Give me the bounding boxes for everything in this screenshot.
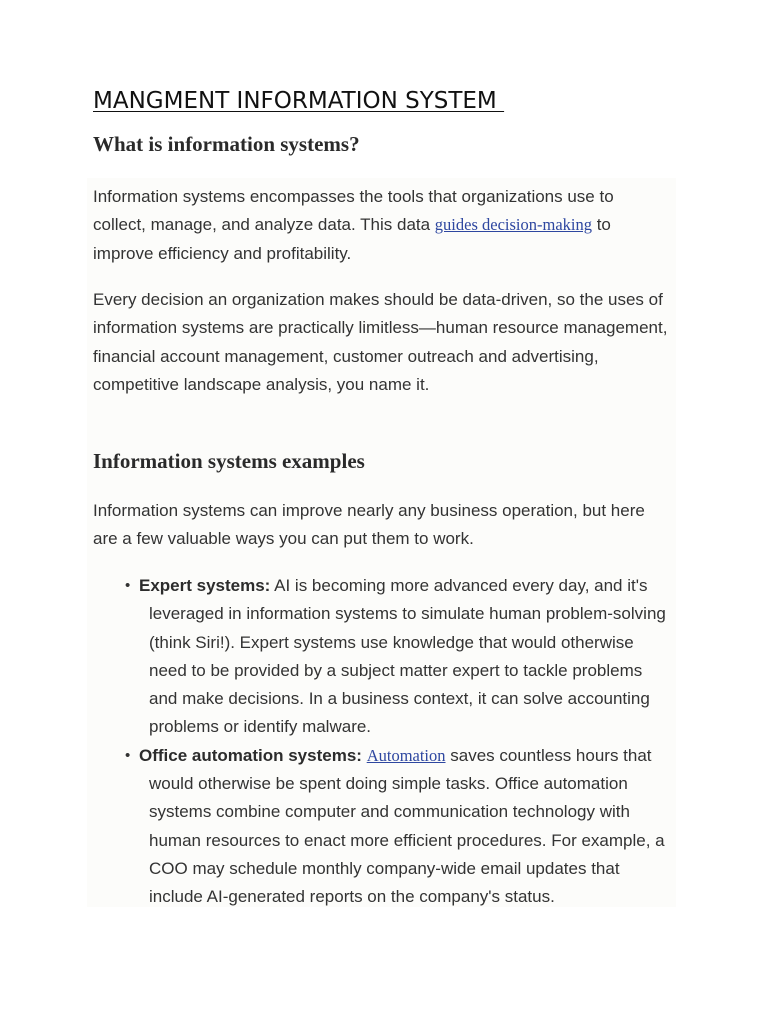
list-item-text: AI is becoming more advanced every day, and it's leveraged in information systems to simulate human problem-solving (think Siri!). Expert systems use knowledge that would otherwise need to be provided by a subject matter expert to tackle problems and make decisions. In a business context, it can solve accounting problems or identify malware. [149, 576, 666, 737]
paragraph-data-driven: Every decision an organization makes should be data-driven, so the uses of information systems are practically limitless—human resource management, financial account management, customer outreach and advertising, competitive landscape analysis, you name it. [93, 290, 668, 394]
list-item-term: Office automation systems: [139, 745, 362, 765]
section-heading-examples: Information systems examples [93, 449, 365, 473]
list-item-expert-systems [93, 572, 673, 742]
list-item-text: saves countless hours that would otherwise be spent doing simple tasks. Office automation systems combine computer and communication technology with human resources to enact more efficient procedures. For example, a COO may schedule monthly company-wide email updates that include AI-generated reports on the company's status. [149, 745, 665, 907]
document-title: MANGMENT INFORMATION SYSTEM [93, 88, 505, 114]
examples-list [93, 572, 673, 912]
section-heading-what-is: What is information systems? [93, 132, 360, 156]
paragraph-intro-text-after: to improve efficiency and profitability. [93, 215, 611, 263]
paragraph-examples-intro: Information systems can improve nearly any business operation, but here are a few valuable ways you can put them to work. [93, 501, 645, 549]
paragraph-intro-text-before: Information systems encompasses the tools that organizations use to collect, manage, and analyze data. This data [93, 187, 614, 235]
automation-link[interactable]: Automation [366, 745, 446, 765]
paragraph-intro [93, 183, 668, 268]
bullet-icon: • [125, 577, 131, 594]
guides-decision-making-link[interactable]: guides decision-making [434, 215, 592, 235]
list-item-office-automation [93, 742, 673, 912]
list-item-term: Expert systems: [139, 576, 271, 595]
bullet-icon: • [125, 746, 131, 764]
